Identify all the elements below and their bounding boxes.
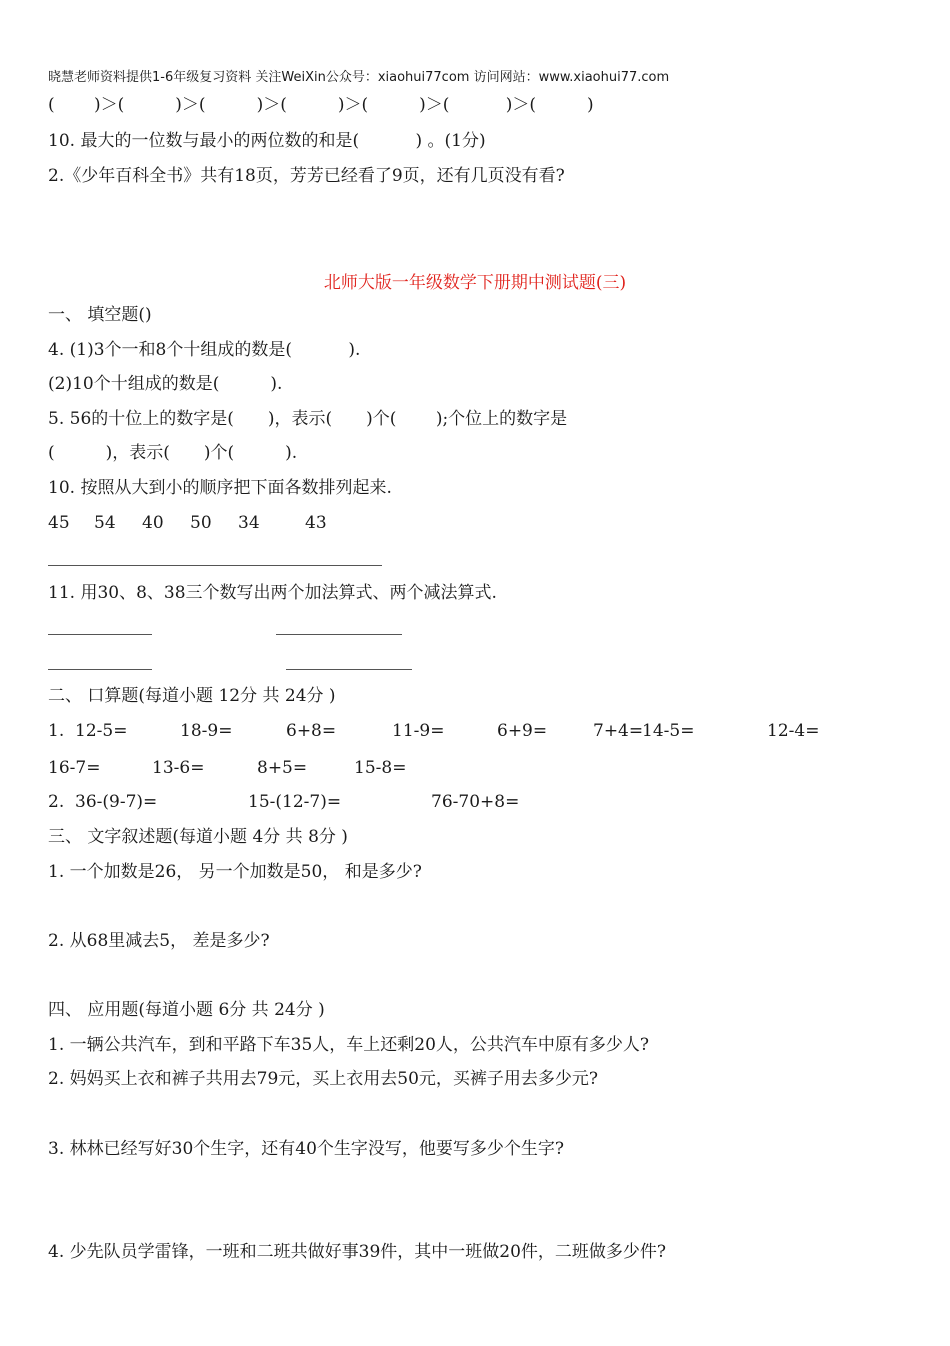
question-10-sum: 10. 最大的一位数与最小的两位数的和是( ) 。(1分) [48,131,486,151]
calc-item: 7+4= [593,721,644,741]
calc-item: 18-9= [180,721,233,741]
calc-item: 15-8= [354,758,407,778]
page-title: 北师大版一年级数学下册期中测试题(三) [323,273,627,293]
word-question-2: 2. 从68里减去5， 差是多少? [48,931,270,951]
number-item: 40 [142,513,164,533]
calc-item: 13-6= [152,758,205,778]
question-5-line1: 5. 56的十位上的数字是( )，表示( )个( );个位上的数字是 [48,409,568,429]
section3-heading: 三、 文字叙述题(每道小题 4分 共 8分 ) [48,827,348,847]
calc-item: 15-(12-7)= [248,792,342,812]
number-item: 34 [238,513,260,533]
calc-item: 14-5= [642,721,695,741]
calc-item: 12-5= [75,721,128,741]
question-5-line2: ( )，表示( )个( ). [48,443,298,463]
question-10-ordering: 10. 按照从大到小的顺序把下面各数排列起来. [48,478,392,498]
word-question-1: 1. 一个加数是26， 另一个加数是50， 和是多少? [48,862,422,882]
number-item: 45 [48,513,70,533]
calc-item: 36-(9-7)= [75,792,158,812]
application-question-2: 2. 妈妈买上衣和裤子共用去79元，买上衣用去50元，买裤子用去多少元? [48,1069,599,1089]
number-item: 54 [94,513,116,533]
calc-item: 6+9= [497,721,548,741]
section2-heading: 二、 口算题(每道小题 12分 共 24分 ) [48,686,336,706]
answer-line-addition-2[interactable] [276,634,402,635]
answer-line-addition-1[interactable] [48,634,152,635]
number-item: 50 [190,513,212,533]
application-question-4: 4. 少先队员学雷锋，一班和二班共做好事39件，其中一班做20件，二班做多少件? [48,1242,666,1262]
answer-line-ordering[interactable] [48,565,382,566]
application-question-1: 1. 一辆公共汽车，到和平路下车35人，车上还剩20人，公共汽车中原有多少人? [48,1035,649,1055]
question-4-2: (2)10个十组成的数是( ). [48,374,283,394]
question-2-book-pages: 2.《少年百科全书》共有18页，芳芳已经看了9页，还有几页没有看? [48,166,565,186]
answer-line-subtraction-2[interactable] [286,669,412,670]
answer-line-subtraction-1[interactable] [48,669,152,670]
row-label: 2. [48,792,65,812]
section4-heading: 四、 应用题(每道小题 6分 共 24分 ) [48,1000,325,1020]
calc-item: 11-9= [392,721,445,741]
header-watermark: 晓慧老师资料提供1-6年级复习资料 关注WeiXin公众号：xiaohui77com 访问网站：www.xiaohui77.com [48,70,670,85]
row-label: 1. [48,721,65,741]
ordering-blanks: ( )＞( )＞( )＞( )＞( )＞( )＞( ) [48,95,594,115]
calc-item: 8+5= [257,758,308,778]
question-11: 11. 用30、8、38三个数写出两个加法算式、两个减法算式. [48,583,497,603]
calc-item: 76-70+8= [431,792,520,812]
calc-item: 6+8= [286,721,337,741]
calc-item: 16-7= [48,758,101,778]
calc-item: 12-4= [767,721,820,741]
section1-heading: 一、 填空题() [48,305,152,325]
number-item: 43 [305,513,327,533]
application-question-3: 3. 林林已经写好30个生字，还有40个生字没写，他要写多少个生字? [48,1139,565,1159]
question-4-1: 4. (1)3个一和8个十组成的数是( ). [48,340,361,360]
